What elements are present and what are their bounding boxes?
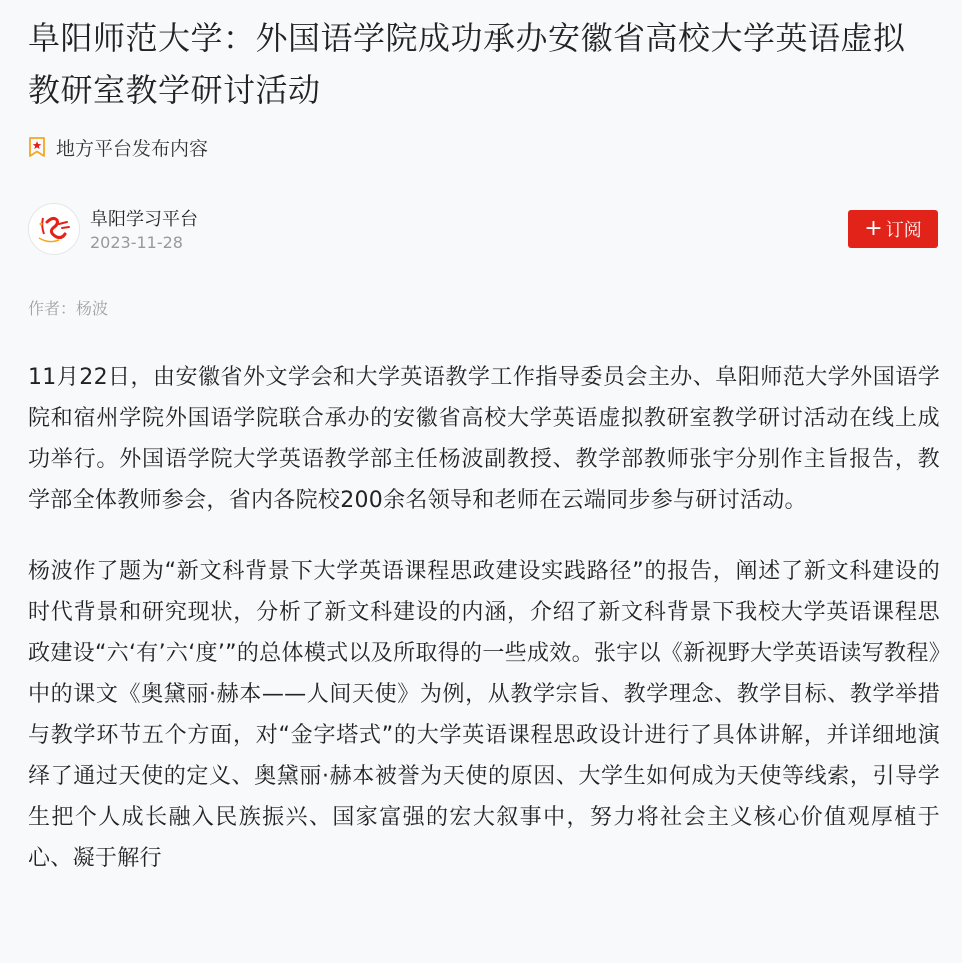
author-name: 杨波 xyxy=(76,299,109,318)
article-title: 阜阳师范大学：外国语学院成功承办安徽省高校大学英语虚拟教研室教学研讨活动 xyxy=(28,19,906,109)
subscribe-label: 订阅 xyxy=(885,220,922,241)
article-paragraph: 11月22日，由安徽省外文学会和大学英语教学工作指导委员会主办、阜阳师范大学外国语学院和宿州学院外国语学院联合承办的安徽省高校大学英语虚拟教研室教学研讨活动在线上成功举行。外国语学院大学英语教学部主任杨波副教授、教学部教师张宇分别作主旨报告，教学部全体教师参会，省内各院校200余名领导和老师在云端同步参与研讨活动。 xyxy=(28,365,940,513)
source-row xyxy=(28,133,208,161)
author-line xyxy=(28,296,108,319)
fuyang-logo-icon xyxy=(29,204,79,254)
source-label: 地方平台发布内容 xyxy=(56,137,209,160)
article-body xyxy=(28,357,940,909)
publisher-avatar[interactable] xyxy=(28,203,80,255)
author-prefix: 作者： xyxy=(28,299,77,318)
publisher-block xyxy=(28,203,938,257)
publisher-name[interactable]: 阜阳学习平台 xyxy=(90,209,198,230)
publish-date: 2023-11-28 xyxy=(90,233,183,252)
article-paragraph: 杨波作了题为“新文科背景下大学英语课程思政建设实践路径”的报告，阐述了新文科建设的时代背景和研究现状，分析了新文科建设的内涵，介绍了新文科背景下我校大学英语课程思政建设“六‘有’六‘度’”的总体模式以及所取得的一些成效。张宇以《新视野大学英语读写教程》中的课文《奥黛丽·赫本——人间天使》为例，从教学宗旨、教学理念、教学目标、教学举措与教学环节五个方面，对“金字塔式”的大学英语课程思政设计进行了具体讲解，并详细地演绎了通过天使的定义、奥黛丽·赫本被誉为天使的原因、大学生如何成为天使等线索，引导学生把个人成长融入民族振兴、国家富强的宏大叙事中，努力将社会主义核心价值观厚植于心、凝于解行 xyxy=(28,559,940,871)
bookmark-star-icon xyxy=(28,137,46,157)
subscribe-button[interactable] xyxy=(848,210,938,248)
plus-icon: + xyxy=(864,216,883,241)
